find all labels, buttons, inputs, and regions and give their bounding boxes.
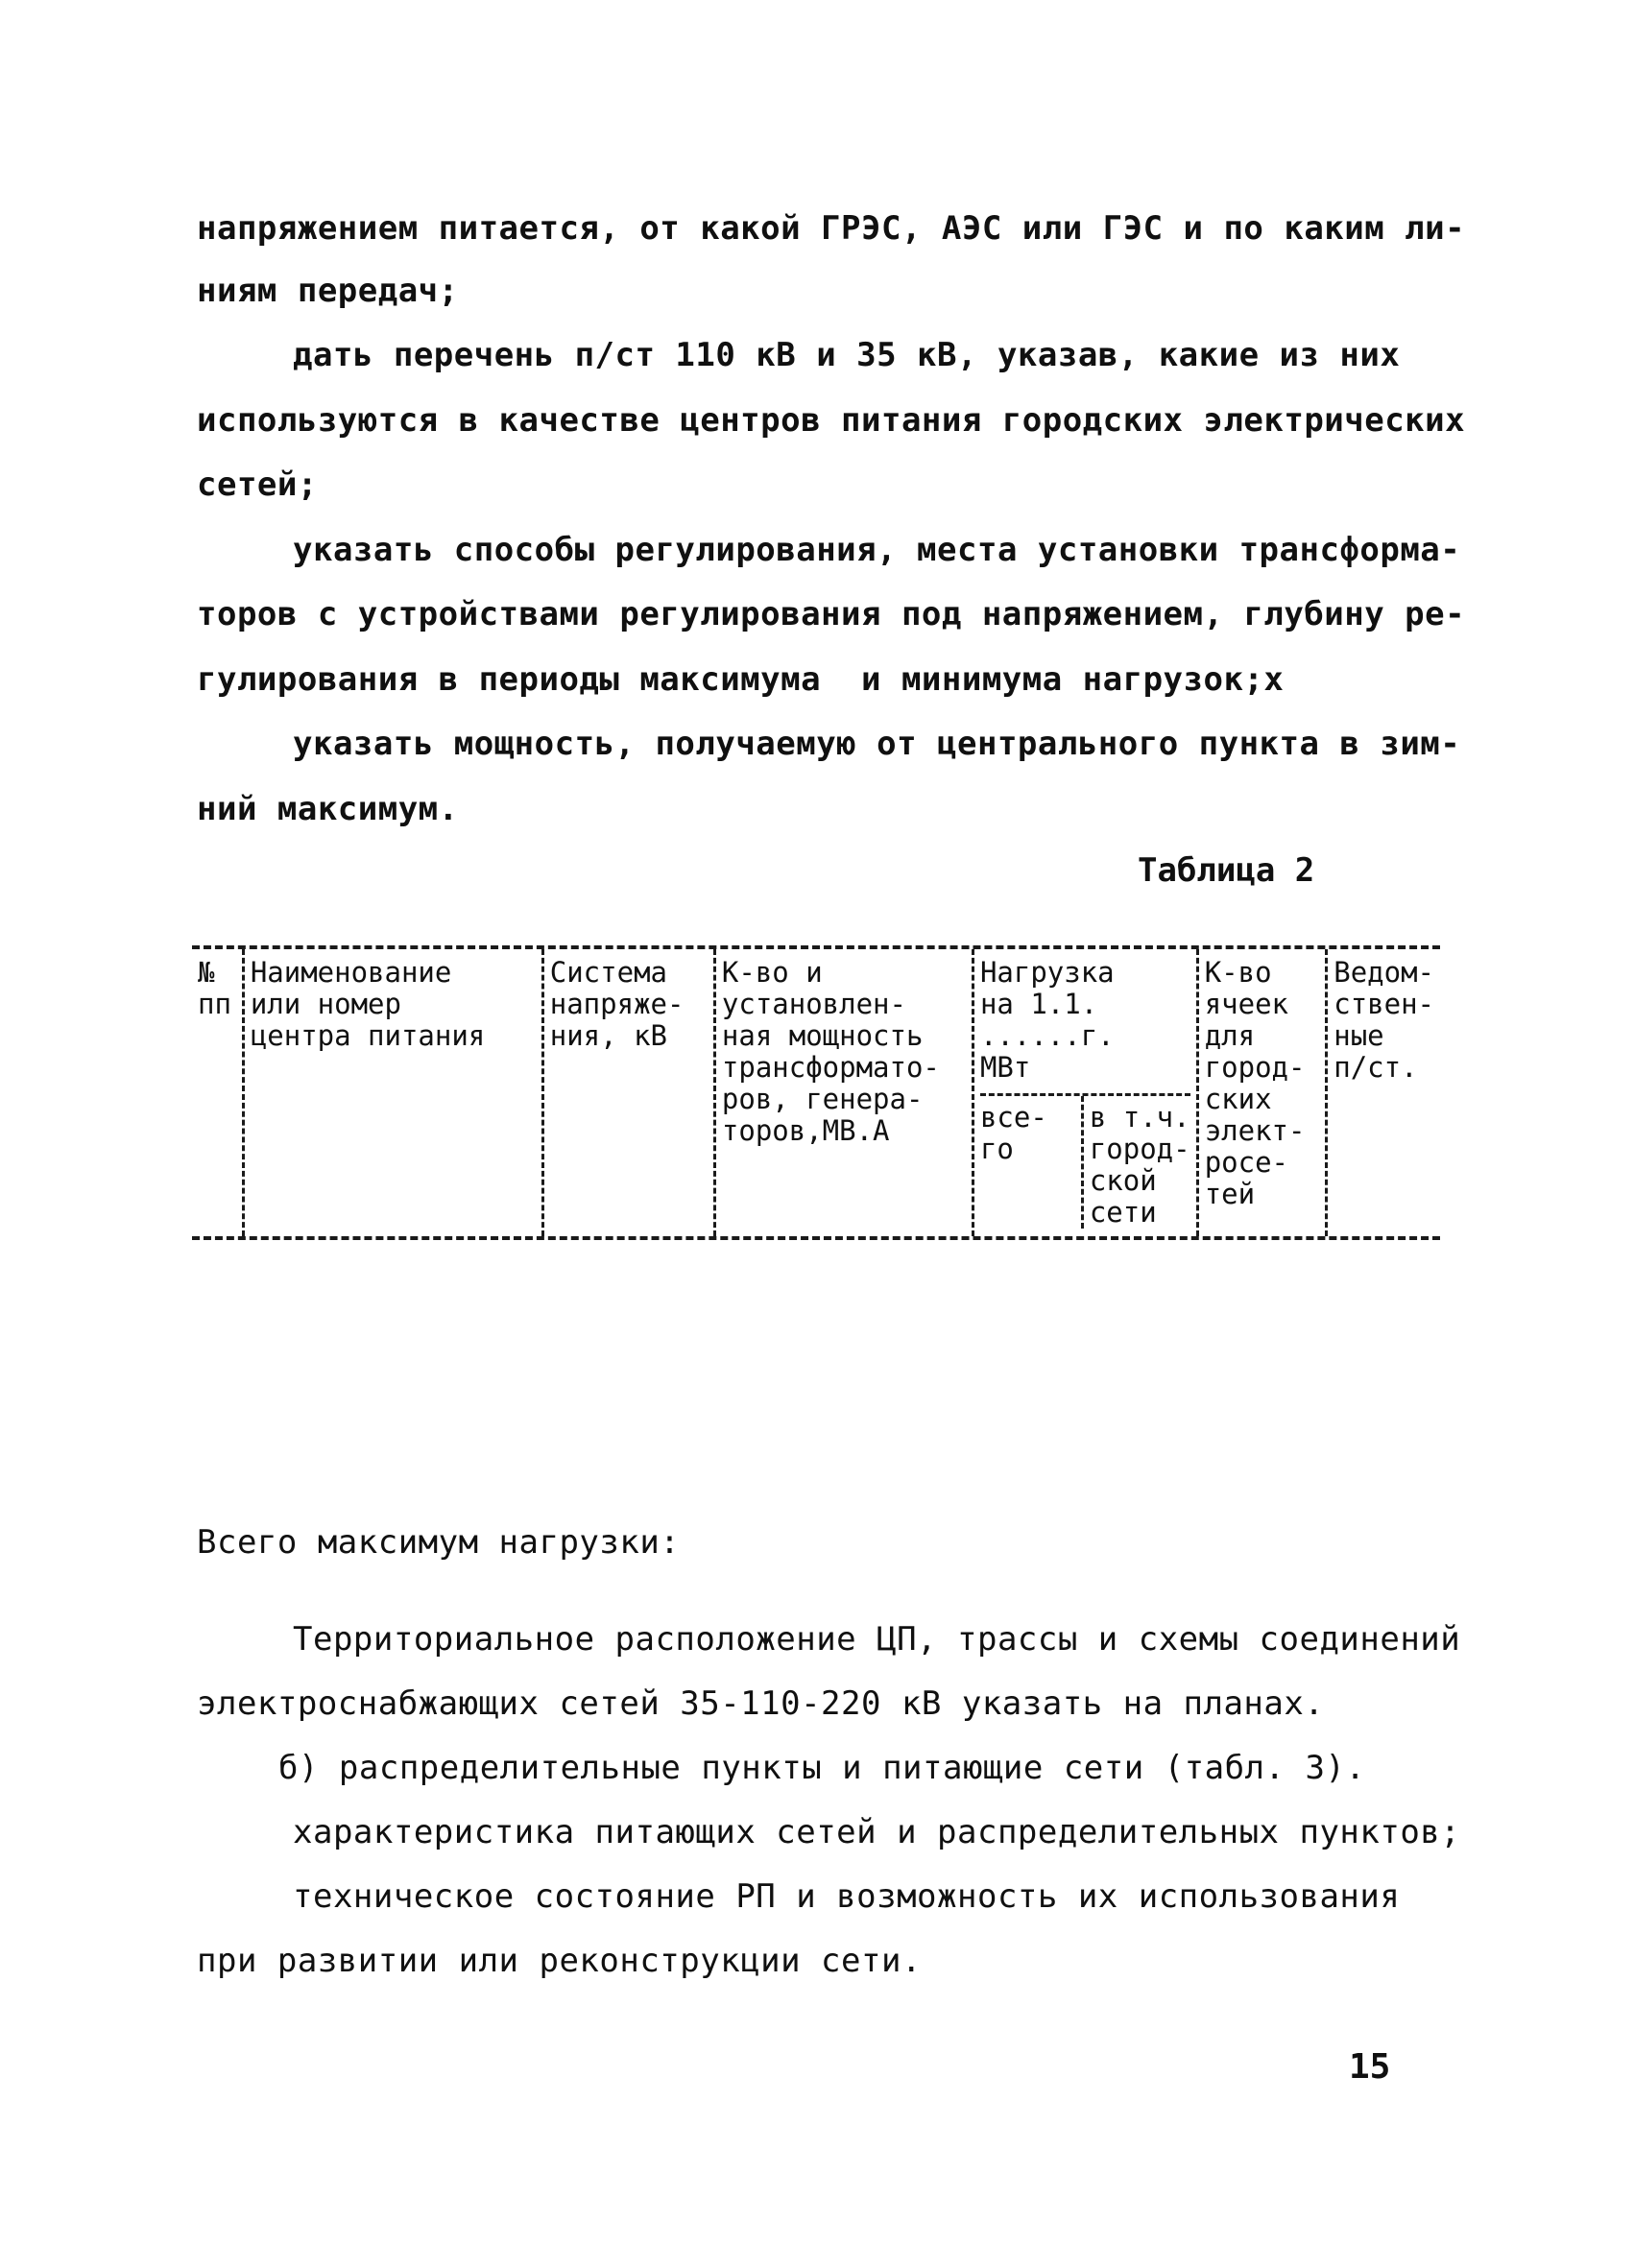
table-header-cell: Нагрузка на 1.1. ......г. МВт все- го в т.ч. город- ской сети	[973, 949, 1197, 1236]
paragraph-line: используются в качестве центров питания городских электрических	[197, 401, 1466, 440]
page-number: 15	[1349, 2047, 1391, 2087]
sub-header-split	[980, 1093, 1190, 1229]
table-header-cell: К-во и установлен- ная мощность трансформато- ров, генера- торов,МВ.А	[714, 949, 973, 1236]
paragraph-line: Всего максимум нагрузки:	[197, 1523, 681, 1562]
paragraph-line: при развитии или реконструкции сети.	[197, 1942, 922, 1980]
table-header-cell: К-во ячеек для город- ских элект- росе- тей	[1197, 949, 1327, 1236]
paragraph-line: дать перечень п/ст 110 кВ и 35 кВ, указав, какие из них	[293, 336, 1401, 374]
paragraph-line: б) распределительные пункты и питающие сети (табл. 3).	[278, 1749, 1366, 1787]
table-header-cell: № пп	[198, 956, 231, 1020]
sub-header-cell: все- го	[979, 1101, 1047, 1165]
table-caption: Таблица 2	[1138, 851, 1315, 890]
paragraph-line: ниям передач;	[197, 272, 459, 310]
paragraph-line: характеристика питающих сетей и распределительных пунктов;	[293, 1813, 1461, 1851]
table-header-row	[192, 949, 1440, 1236]
table-header-cell: Система напряже- ния, кВ	[542, 949, 714, 1236]
paragraph-line: ний максимум.	[197, 790, 459, 828]
paragraph-line: сетей;	[197, 466, 318, 504]
sub-header-cell: в т.ч. город- ской сети	[1081, 1096, 1190, 1229]
paragraph-line: торов с устройствами регулирования под напряжением, глубину ре-	[197, 595, 1466, 633]
data-table	[192, 945, 1440, 1240]
paragraph-line: Территориальное расположение ЦП, трассы и схемы соединений	[293, 1620, 1461, 1659]
paragraph-line: гулирования в периоды максимума и минимума нагрузок;x	[197, 660, 1285, 699]
paragraph-line: техническое состояние РП и возможность их использования	[293, 1877, 1401, 1916]
table-header-cell: Ведом- ствен- ные п/ст.	[1327, 949, 1440, 1236]
paragraph-line: указать мощность, получаемую от центрального пункта в зим-	[293, 725, 1461, 763]
table-header-cell: Наименование или номер центра питания	[243, 949, 542, 1236]
paragraph-line: указать способы регулирования, места установки трансформа-	[293, 531, 1461, 569]
paragraph-line: напряжением питается, от какой ГРЭС, АЭС или ГЭС и по каким ли-	[197, 209, 1466, 248]
paragraph-line: электроснабжающих сетей 35-110-220 кВ указать на планах.	[197, 1684, 1325, 1723]
